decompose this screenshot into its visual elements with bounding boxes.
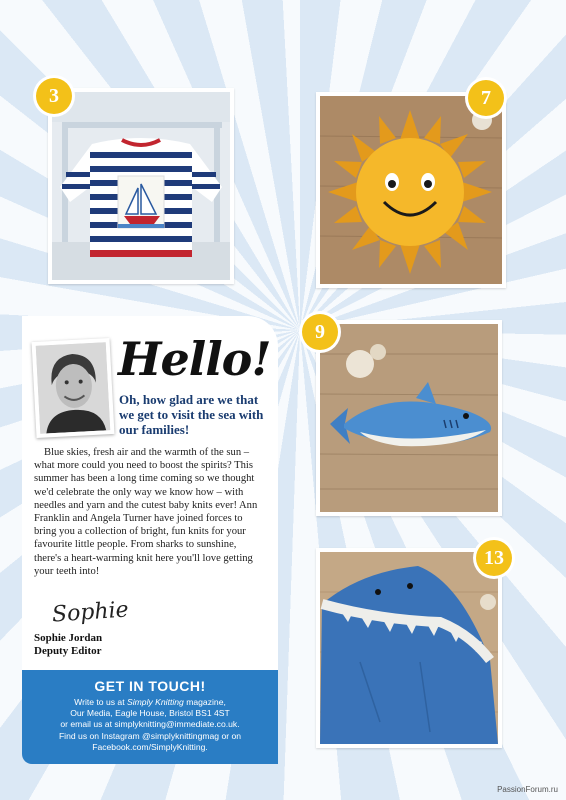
magazine-name: Simply Knitting bbox=[126, 697, 184, 707]
contact-email[interactable]: or email us at simplyknitting@immediate.co.uk. bbox=[60, 719, 240, 730]
contact-facebook[interactable]: Facebook.com/SimplyKnitting. bbox=[92, 741, 208, 752]
editor-name: Sophie Jordan bbox=[34, 632, 103, 644]
contact-address: Our Media, Eagle House, Bristol BS1 4ST bbox=[70, 708, 230, 719]
editor-portrait bbox=[32, 338, 115, 438]
badge-3: 3 bbox=[36, 78, 72, 114]
shark-illustration bbox=[320, 324, 498, 512]
editor-credit bbox=[34, 632, 102, 658]
intro-subheading: Oh, how glad are we that we get to visit the sea with our families! bbox=[119, 392, 264, 437]
editor-letter-text: Blue skies, fresh air and the warmth of the sun – what more could you need to boost the spirits? This summer has been a long time coming so we thought we'd celebrate the only way we know how – with needles and yarn and the cutest baby knits ever! Ann Franklin and Angela Turner have joined forces to bring you a collection of bright, fun knits for your favourite little people. From sharks to sunshine, there's a heart-warming knit here you'll love getting your teeth into! bbox=[34, 447, 258, 577]
editor-role: Deputy Editor bbox=[34, 645, 102, 657]
blanket-illustration bbox=[320, 552, 498, 744]
photo-shark-blanket bbox=[316, 548, 502, 748]
sun-illustration bbox=[320, 96, 502, 284]
badge-9: 9 bbox=[302, 314, 338, 350]
contact-line-1-pre: Write to us at bbox=[74, 697, 127, 707]
photo-shark-toy bbox=[316, 320, 502, 516]
sweater-illustration bbox=[52, 92, 230, 280]
photo-striped-sweater bbox=[48, 88, 234, 284]
editor-signature: Sophie bbox=[51, 597, 130, 628]
avatar bbox=[36, 342, 111, 434]
badge-13: 13 bbox=[476, 540, 512, 576]
hello-heading: Hello! bbox=[118, 332, 271, 386]
photo-sun-toy bbox=[316, 92, 506, 288]
get-in-touch-box bbox=[22, 670, 278, 764]
editor-letter-body bbox=[34, 446, 262, 578]
contact-line-1 bbox=[22, 697, 278, 708]
contact-instagram[interactable]: Find us on Instagram @simplyknittingmag or on bbox=[58, 730, 242, 741]
contact-line-1-post: magazine, bbox=[183, 697, 226, 707]
badge-7: 7 bbox=[468, 80, 504, 116]
watermark-footer: PassionForum.ru bbox=[497, 785, 558, 794]
contact-title: GET IN TOUCH! bbox=[94, 678, 206, 694]
